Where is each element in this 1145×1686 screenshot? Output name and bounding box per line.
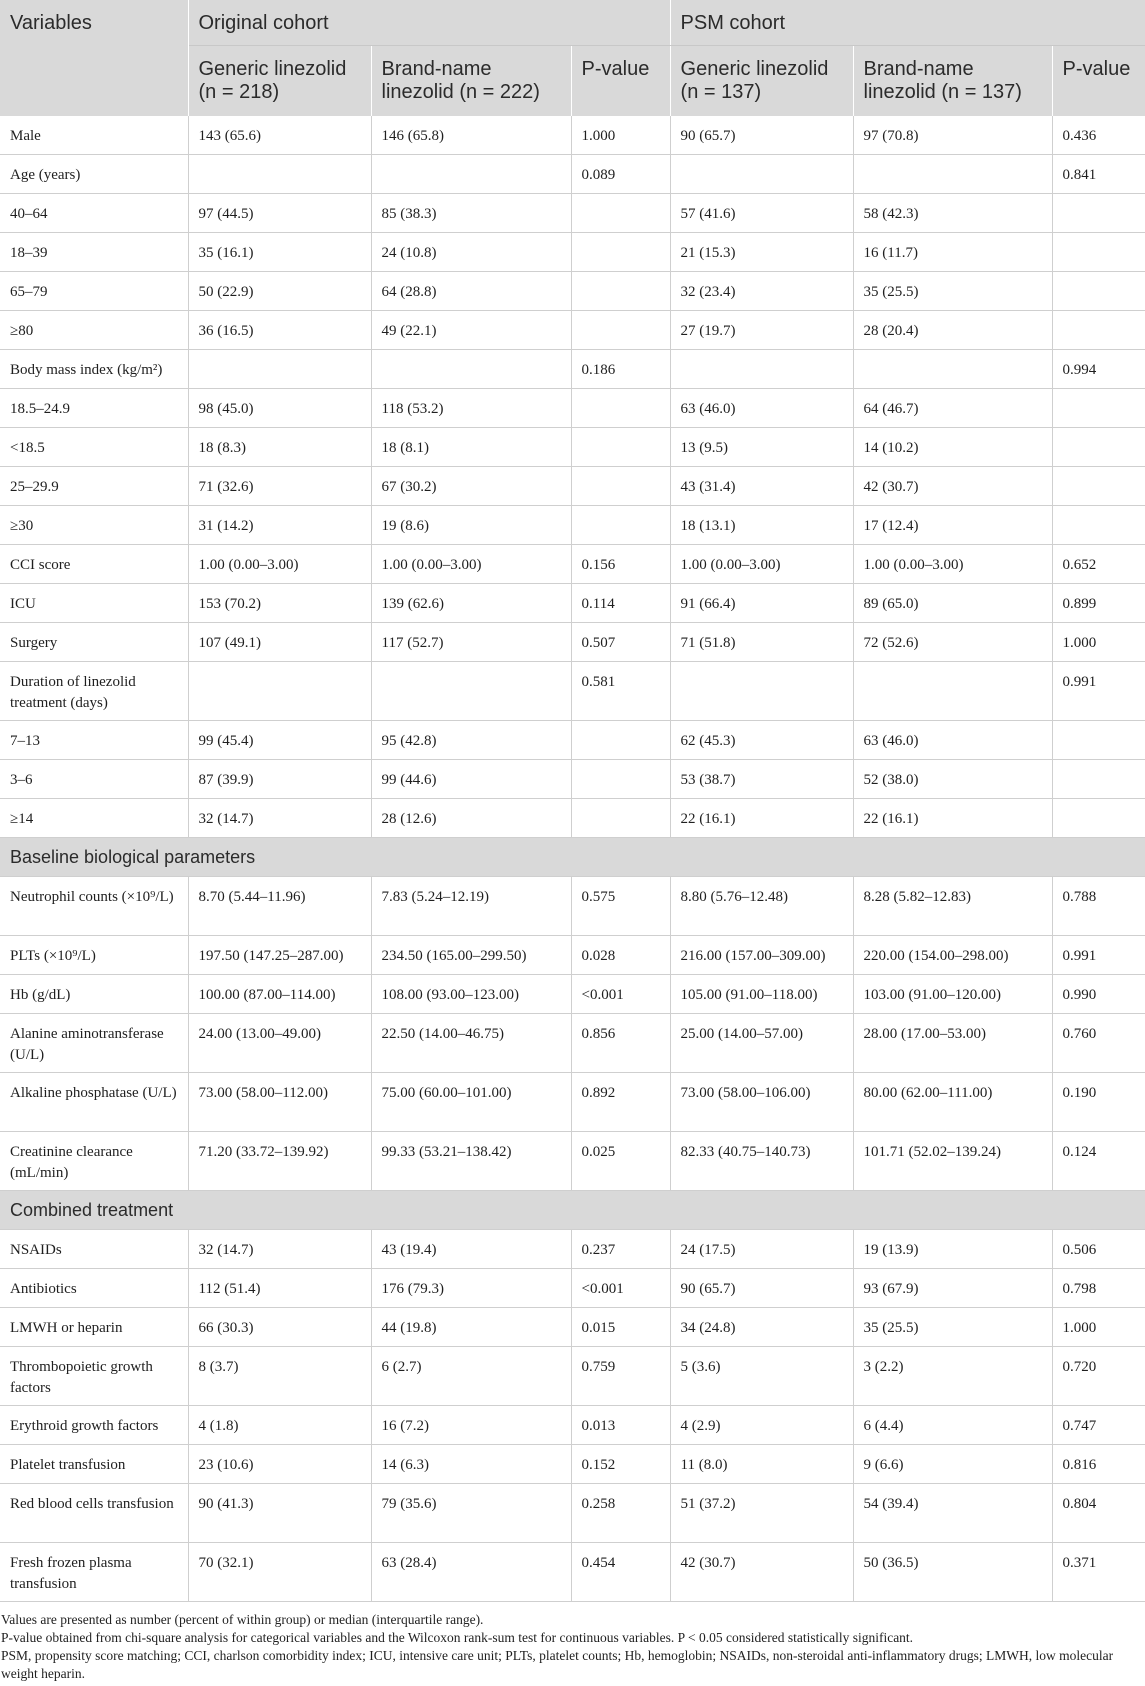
generic-original-cell: 1.00 (0.00–3.00) — [188, 545, 371, 584]
brand-original-cell: 49 (22.1) — [371, 311, 571, 350]
generic-original-cell: 107 (49.1) — [188, 623, 371, 662]
generic-psm-cell: 25.00 (14.00–57.00) — [670, 1014, 853, 1073]
generic-psm-cell: 5 (3.6) — [670, 1347, 853, 1406]
variable-cell: 18–39 — [0, 233, 188, 272]
pvalue-original-cell: 0.237 — [571, 1230, 670, 1269]
generic-original-cell — [188, 662, 371, 721]
brand-psm-cell: 93 (67.9) — [853, 1269, 1052, 1308]
table-row — [0, 1543, 1145, 1602]
brand-original-cell — [371, 155, 571, 194]
pvalue-original-cell: 0.759 — [571, 1347, 670, 1406]
pvalue-psm-cell: 0.991 — [1052, 662, 1145, 721]
brand-original-cell: 75.00 (60.00–101.00) — [371, 1073, 571, 1132]
pvalue-psm-cell — [1052, 272, 1145, 311]
variable-cell: ICU — [0, 584, 188, 623]
brand-psm-cell: 16 (11.7) — [853, 233, 1052, 272]
variable-cell: CCI score — [0, 545, 188, 584]
table-row — [0, 467, 1145, 506]
generic-original-cell: 31 (14.2) — [188, 506, 371, 545]
table-row — [0, 1406, 1145, 1445]
pvalue-original-cell: 0.156 — [571, 545, 670, 584]
brand-original-cell — [371, 662, 571, 721]
section-header-row — [0, 838, 1145, 877]
variable-cell: 40–64 — [0, 194, 188, 233]
table-row — [0, 975, 1145, 1014]
pvalue-psm-cell: 0.720 — [1052, 1347, 1145, 1406]
variable-cell: Creatinine clearance (mL/min) — [0, 1132, 188, 1191]
variable-cell: 18.5–24.9 — [0, 389, 188, 428]
table-row — [0, 155, 1145, 194]
variable-cell: ≥80 — [0, 311, 188, 350]
brand-original-cell: 118 (53.2) — [371, 389, 571, 428]
brand-psm-cell: 54 (39.4) — [853, 1484, 1052, 1543]
brand-psm-cell: 14 (10.2) — [853, 428, 1052, 467]
generic-psm-cell: 4 (2.9) — [670, 1406, 853, 1445]
generic-original-cell: 4 (1.8) — [188, 1406, 371, 1445]
table-row — [0, 799, 1145, 838]
generic-original-cell: 197.50 (147.25–287.00) — [188, 936, 371, 975]
generic-psm-cell — [670, 662, 853, 721]
generic-psm-cell: 21 (15.3) — [670, 233, 853, 272]
variable-cell: PLTs (×10⁹/L) — [0, 936, 188, 975]
brand-psm-cell: 101.71 (52.02–139.24) — [853, 1132, 1052, 1191]
brand-original-cell: 95 (42.8) — [371, 721, 571, 760]
header-pvalue-psm: P-value — [1052, 46, 1145, 117]
pvalue-psm-cell: 0.760 — [1052, 1014, 1145, 1073]
variable-cell: 3–6 — [0, 760, 188, 799]
pvalue-psm-cell — [1052, 506, 1145, 545]
brand-psm-cell: 19 (13.9) — [853, 1230, 1052, 1269]
brand-psm-cell — [853, 155, 1052, 194]
generic-psm-cell: 90 (65.7) — [670, 116, 853, 155]
brand-original-cell: 79 (35.6) — [371, 1484, 571, 1543]
generic-psm-cell: 43 (31.4) — [670, 467, 853, 506]
generic-psm-cell: 18 (13.1) — [670, 506, 853, 545]
pvalue-psm-cell: 0.841 — [1052, 155, 1145, 194]
pvalue-psm-cell — [1052, 233, 1145, 272]
brand-psm-cell: 3 (2.2) — [853, 1347, 1052, 1406]
table-row — [0, 1014, 1145, 1073]
brand-original-cell: 108.00 (93.00–123.00) — [371, 975, 571, 1014]
pvalue-psm-cell — [1052, 799, 1145, 838]
generic-psm-cell: 13 (9.5) — [670, 428, 853, 467]
brand-original-cell: 67 (30.2) — [371, 467, 571, 506]
section-title: Baseline biological parameters — [0, 838, 1145, 877]
brand-psm-cell: 35 (25.5) — [853, 1308, 1052, 1347]
pvalue-original-cell: 0.581 — [571, 662, 670, 721]
pvalue-original-cell — [571, 467, 670, 506]
section-header-row — [0, 1191, 1145, 1230]
table-row — [0, 1073, 1145, 1132]
pvalue-original-cell: 0.507 — [571, 623, 670, 662]
pvalue-psm-cell: 0.436 — [1052, 116, 1145, 155]
pvalue-original-cell: 0.013 — [571, 1406, 670, 1445]
section-title: Combined treatment — [0, 1191, 1145, 1230]
brand-psm-cell: 64 (46.7) — [853, 389, 1052, 428]
brand-original-cell: 1.00 (0.00–3.00) — [371, 545, 571, 584]
table-row — [0, 1347, 1145, 1406]
variable-cell: NSAIDs — [0, 1230, 188, 1269]
brand-psm-cell: 72 (52.6) — [853, 623, 1052, 662]
pvalue-psm-cell: 0.994 — [1052, 350, 1145, 389]
header-brand-psm: Brand-name linezolid (n = 137) — [853, 46, 1052, 117]
pvalue-original-cell: 0.015 — [571, 1308, 670, 1347]
table-row — [0, 1308, 1145, 1347]
variable-cell: Neutrophil counts (×10⁹/L) — [0, 877, 188, 936]
brand-psm-cell: 58 (42.3) — [853, 194, 1052, 233]
brand-original-cell: 99 (44.6) — [371, 760, 571, 799]
pvalue-psm-cell: 0.124 — [1052, 1132, 1145, 1191]
generic-psm-cell — [670, 350, 853, 389]
pvalue-original-cell — [571, 194, 670, 233]
brand-original-cell: 6 (2.7) — [371, 1347, 571, 1406]
generic-psm-cell: 216.00 (157.00–309.00) — [670, 936, 853, 975]
pvalue-psm-cell: 0.788 — [1052, 877, 1145, 936]
brand-psm-cell — [853, 662, 1052, 721]
table-footnotes — [0, 1602, 1145, 1683]
variable-cell: Hb (g/dL) — [0, 975, 188, 1014]
brand-original-cell: 234.50 (165.00–299.50) — [371, 936, 571, 975]
generic-psm-cell: 91 (66.4) — [670, 584, 853, 623]
brand-original-cell: 117 (52.7) — [371, 623, 571, 662]
footnote-abbreviations: PSM, propensity score matching; CCI, charlson comorbidity index; ICU, intensive care unit; PLTs, platelet counts; Hb, hemoglobin; NSAIDs, non-steroidal anti-inflammatory drugs; LMWH, low molecular weight heparin. — [1, 1648, 1114, 1681]
variable-cell: 25–29.9 — [0, 467, 188, 506]
table-row — [0, 428, 1145, 467]
table-header — [0, 0, 1145, 116]
pvalue-psm-cell — [1052, 311, 1145, 350]
variable-cell: Surgery — [0, 623, 188, 662]
variable-cell: Alkaline phosphatase (U/L) — [0, 1073, 188, 1132]
brand-psm-cell: 9 (6.6) — [853, 1445, 1052, 1484]
table-row — [0, 662, 1145, 721]
pvalue-original-cell: 0.186 — [571, 350, 670, 389]
generic-original-cell: 153 (70.2) — [188, 584, 371, 623]
pvalue-psm-cell: 0.652 — [1052, 545, 1145, 584]
brand-psm-cell: 8.28 (5.82–12.83) — [853, 877, 1052, 936]
table-row — [0, 233, 1145, 272]
brand-original-cell: 176 (79.3) — [371, 1269, 571, 1308]
table-row — [0, 877, 1145, 936]
generic-psm-cell: 11 (8.0) — [670, 1445, 853, 1484]
generic-original-cell: 32 (14.7) — [188, 799, 371, 838]
brand-original-cell: 16 (7.2) — [371, 1406, 571, 1445]
pvalue-original-cell: 0.258 — [571, 1484, 670, 1543]
variable-cell: Male — [0, 116, 188, 155]
brand-psm-cell: 80.00 (62.00–111.00) — [853, 1073, 1052, 1132]
generic-psm-cell: 51 (37.2) — [670, 1484, 853, 1543]
variable-cell: Platelet transfusion — [0, 1445, 188, 1484]
generic-original-cell: 97 (44.5) — [188, 194, 371, 233]
pvalue-psm-cell: 0.798 — [1052, 1269, 1145, 1308]
pvalue-psm-cell: 0.899 — [1052, 584, 1145, 623]
generic-psm-cell — [670, 155, 853, 194]
pvalue-original-cell — [571, 721, 670, 760]
brand-psm-cell: 42 (30.7) — [853, 467, 1052, 506]
brand-psm-cell: 52 (38.0) — [853, 760, 1052, 799]
brand-original-cell: 146 (65.8) — [371, 116, 571, 155]
pvalue-original-cell: <0.001 — [571, 975, 670, 1014]
generic-original-cell: 50 (22.9) — [188, 272, 371, 311]
variable-cell: Red blood cells transfusion — [0, 1484, 188, 1543]
pvalue-original-cell: 0.152 — [571, 1445, 670, 1484]
variable-cell: Thrombopoietic growth factors — [0, 1347, 188, 1406]
table-row — [0, 350, 1145, 389]
table-row — [0, 545, 1145, 584]
brand-psm-cell: 28 (20.4) — [853, 311, 1052, 350]
brand-original-cell: 24 (10.8) — [371, 233, 571, 272]
brand-psm-cell: 1.00 (0.00–3.00) — [853, 545, 1052, 584]
table-row — [0, 1269, 1145, 1308]
pvalue-psm-cell: 0.991 — [1052, 936, 1145, 975]
variable-cell: Fresh frozen plasma transfusion — [0, 1543, 188, 1602]
generic-original-cell: 35 (16.1) — [188, 233, 371, 272]
variable-cell: Body mass index (kg/m²) — [0, 350, 188, 389]
brand-psm-cell: 63 (46.0) — [853, 721, 1052, 760]
table-row — [0, 272, 1145, 311]
brand-psm-cell: 22 (16.1) — [853, 799, 1052, 838]
brand-original-cell: 14 (6.3) — [371, 1445, 571, 1484]
brand-original-cell: 44 (19.8) — [371, 1308, 571, 1347]
brand-psm-cell: 28.00 (17.00–53.00) — [853, 1014, 1052, 1073]
table-row — [0, 506, 1145, 545]
header-pvalue-original: P-value — [571, 46, 670, 117]
generic-psm-cell: 63 (46.0) — [670, 389, 853, 428]
generic-psm-cell: 71 (51.8) — [670, 623, 853, 662]
header-generic-original: Generic linezolid (n = 218) — [188, 46, 371, 117]
variable-cell: <18.5 — [0, 428, 188, 467]
generic-psm-cell: 24 (17.5) — [670, 1230, 853, 1269]
generic-original-cell: 99 (45.4) — [188, 721, 371, 760]
table-row — [0, 389, 1145, 428]
generic-original-cell: 100.00 (87.00–114.00) — [188, 975, 371, 1014]
generic-psm-cell: 90 (65.7) — [670, 1269, 853, 1308]
pvalue-psm-cell: 0.990 — [1052, 975, 1145, 1014]
pvalue-original-cell: 0.025 — [571, 1132, 670, 1191]
brand-psm-cell: 97 (70.8) — [853, 116, 1052, 155]
brand-original-cell: 7.83 (5.24–12.19) — [371, 877, 571, 936]
brand-original-cell: 63 (28.4) — [371, 1543, 571, 1602]
generic-psm-cell: 32 (23.4) — [670, 272, 853, 311]
generic-original-cell: 71.20 (33.72–139.92) — [188, 1132, 371, 1191]
table-row — [0, 194, 1145, 233]
pvalue-original-cell — [571, 272, 670, 311]
brand-original-cell: 64 (28.8) — [371, 272, 571, 311]
generic-original-cell: 32 (14.7) — [188, 1230, 371, 1269]
variable-cell: 7–13 — [0, 721, 188, 760]
pvalue-psm-cell — [1052, 428, 1145, 467]
variable-cell: LMWH or heparin — [0, 1308, 188, 1347]
variable-cell: Erythroid growth factors — [0, 1406, 188, 1445]
pvalue-psm-cell: 0.816 — [1052, 1445, 1145, 1484]
pvalue-psm-cell — [1052, 389, 1145, 428]
footnote-pvalue: P-value obtained from chi-square analysis for categorical variables and the Wilcoxon rank-sum test for continuous variables. P < 0.05 considered statistically significant. — [1, 1630, 914, 1645]
pvalue-original-cell: 0.892 — [571, 1073, 670, 1132]
generic-original-cell — [188, 155, 371, 194]
table-row — [0, 1445, 1145, 1484]
pvalue-original-cell: 0.089 — [571, 155, 670, 194]
generic-original-cell: 87 (39.9) — [188, 760, 371, 799]
pvalue-psm-cell — [1052, 721, 1145, 760]
generic-psm-cell: 42 (30.7) — [670, 1543, 853, 1602]
generic-psm-cell: 8.80 (5.76–12.48) — [670, 877, 853, 936]
brand-psm-cell: 103.00 (91.00–120.00) — [853, 975, 1052, 1014]
pvalue-original-cell — [571, 506, 670, 545]
generic-psm-cell: 73.00 (58.00–106.00) — [670, 1073, 853, 1132]
brand-original-cell: 28 (12.6) — [371, 799, 571, 838]
generic-original-cell: 8 (3.7) — [188, 1347, 371, 1406]
brand-psm-cell: 89 (65.0) — [853, 584, 1052, 623]
pvalue-original-cell — [571, 233, 670, 272]
table-row — [0, 1484, 1145, 1543]
pvalue-original-cell — [571, 760, 670, 799]
pvalue-original-cell: 0.454 — [571, 1543, 670, 1602]
table-row — [0, 584, 1145, 623]
pvalue-psm-cell: 0.190 — [1052, 1073, 1145, 1132]
pvalue-psm-cell — [1052, 760, 1145, 799]
generic-original-cell: 112 (51.4) — [188, 1269, 371, 1308]
pvalue-original-cell — [571, 389, 670, 428]
brand-psm-cell — [853, 350, 1052, 389]
pvalue-original-cell — [571, 311, 670, 350]
table-row — [0, 311, 1145, 350]
generic-original-cell: 23 (10.6) — [188, 1445, 371, 1484]
pvalue-psm-cell: 0.371 — [1052, 1543, 1145, 1602]
variable-cell: 65–79 — [0, 272, 188, 311]
header-psm-cohort: PSM cohort — [670, 0, 1145, 46]
pvalue-original-cell: 0.575 — [571, 877, 670, 936]
generic-psm-cell: 53 (38.7) — [670, 760, 853, 799]
brand-original-cell: 19 (8.6) — [371, 506, 571, 545]
brand-psm-cell: 17 (12.4) — [853, 506, 1052, 545]
variable-cell: ≥14 — [0, 799, 188, 838]
generic-original-cell: 18 (8.3) — [188, 428, 371, 467]
table-row — [0, 1230, 1145, 1269]
generic-original-cell: 98 (45.0) — [188, 389, 371, 428]
generic-psm-cell: 1.00 (0.00–3.00) — [670, 545, 853, 584]
pvalue-original-cell: <0.001 — [571, 1269, 670, 1308]
brand-original-cell — [371, 350, 571, 389]
generic-original-cell: 73.00 (58.00–112.00) — [188, 1073, 371, 1132]
generic-original-cell: 143 (65.6) — [188, 116, 371, 155]
pvalue-original-cell: 1.000 — [571, 116, 670, 155]
table-row — [0, 623, 1145, 662]
variable-cell: Duration of linezolid treatment (days) — [0, 662, 188, 721]
pvalue-psm-cell — [1052, 194, 1145, 233]
pvalue-original-cell: 0.856 — [571, 1014, 670, 1073]
table-body — [0, 116, 1145, 1602]
generic-original-cell: 24.00 (13.00–49.00) — [188, 1014, 371, 1073]
generic-psm-cell: 34 (24.8) — [670, 1308, 853, 1347]
pvalue-psm-cell: 0.747 — [1052, 1406, 1145, 1445]
generic-original-cell: 66 (30.3) — [188, 1308, 371, 1347]
generic-original-cell: 8.70 (5.44–11.96) — [188, 877, 371, 936]
brand-psm-cell: 50 (36.5) — [853, 1543, 1052, 1602]
header-variables: Variables — [0, 0, 188, 116]
generic-original-cell: 71 (32.6) — [188, 467, 371, 506]
brand-original-cell: 139 (62.6) — [371, 584, 571, 623]
generic-original-cell: 36 (16.5) — [188, 311, 371, 350]
table-row — [0, 116, 1145, 155]
pvalue-original-cell — [571, 428, 670, 467]
generic-original-cell — [188, 350, 371, 389]
pvalue-psm-cell: 0.506 — [1052, 1230, 1145, 1269]
variable-cell: Antibiotics — [0, 1269, 188, 1308]
table-row — [0, 721, 1145, 760]
brand-original-cell: 99.33 (53.21–138.42) — [371, 1132, 571, 1191]
footnote-values: Values are presented as number (percent of within group) or median (interquartile range). — [1, 1612, 484, 1627]
pvalue-psm-cell: 0.804 — [1052, 1484, 1145, 1543]
pvalue-psm-cell: 1.000 — [1052, 1308, 1145, 1347]
generic-original-cell: 70 (32.1) — [188, 1543, 371, 1602]
variable-cell: ≥30 — [0, 506, 188, 545]
pvalue-psm-cell — [1052, 467, 1145, 506]
brand-psm-cell: 35 (25.5) — [853, 272, 1052, 311]
table-row — [0, 936, 1145, 975]
pvalue-psm-cell: 1.000 — [1052, 623, 1145, 662]
generic-psm-cell: 82.33 (40.75–140.73) — [670, 1132, 853, 1191]
pvalue-original-cell: 0.028 — [571, 936, 670, 975]
pvalue-original-cell — [571, 799, 670, 838]
variable-cell: Age (years) — [0, 155, 188, 194]
generic-psm-cell: 105.00 (91.00–118.00) — [670, 975, 853, 1014]
brand-original-cell: 18 (8.1) — [371, 428, 571, 467]
header-original-cohort: Original cohort — [188, 0, 670, 46]
generic-original-cell: 90 (41.3) — [188, 1484, 371, 1543]
brand-psm-cell: 220.00 (154.00–298.00) — [853, 936, 1052, 975]
brand-original-cell: 22.50 (14.00–46.75) — [371, 1014, 571, 1073]
brand-original-cell: 43 (19.4) — [371, 1230, 571, 1269]
brand-psm-cell: 6 (4.4) — [853, 1406, 1052, 1445]
table-row — [0, 760, 1145, 799]
variable-cell: Alanine aminotransferase (U/L) — [0, 1014, 188, 1073]
header-generic-psm: Generic linezolid (n = 137) — [670, 46, 853, 117]
brand-original-cell: 85 (38.3) — [371, 194, 571, 233]
generic-psm-cell: 27 (19.7) — [670, 311, 853, 350]
generic-psm-cell: 22 (16.1) — [670, 799, 853, 838]
pvalue-original-cell: 0.114 — [571, 584, 670, 623]
generic-psm-cell: 57 (41.6) — [670, 194, 853, 233]
table-row — [0, 1132, 1145, 1191]
generic-psm-cell: 62 (45.3) — [670, 721, 853, 760]
header-brand-original: Brand-name linezolid (n = 222) — [371, 46, 571, 117]
